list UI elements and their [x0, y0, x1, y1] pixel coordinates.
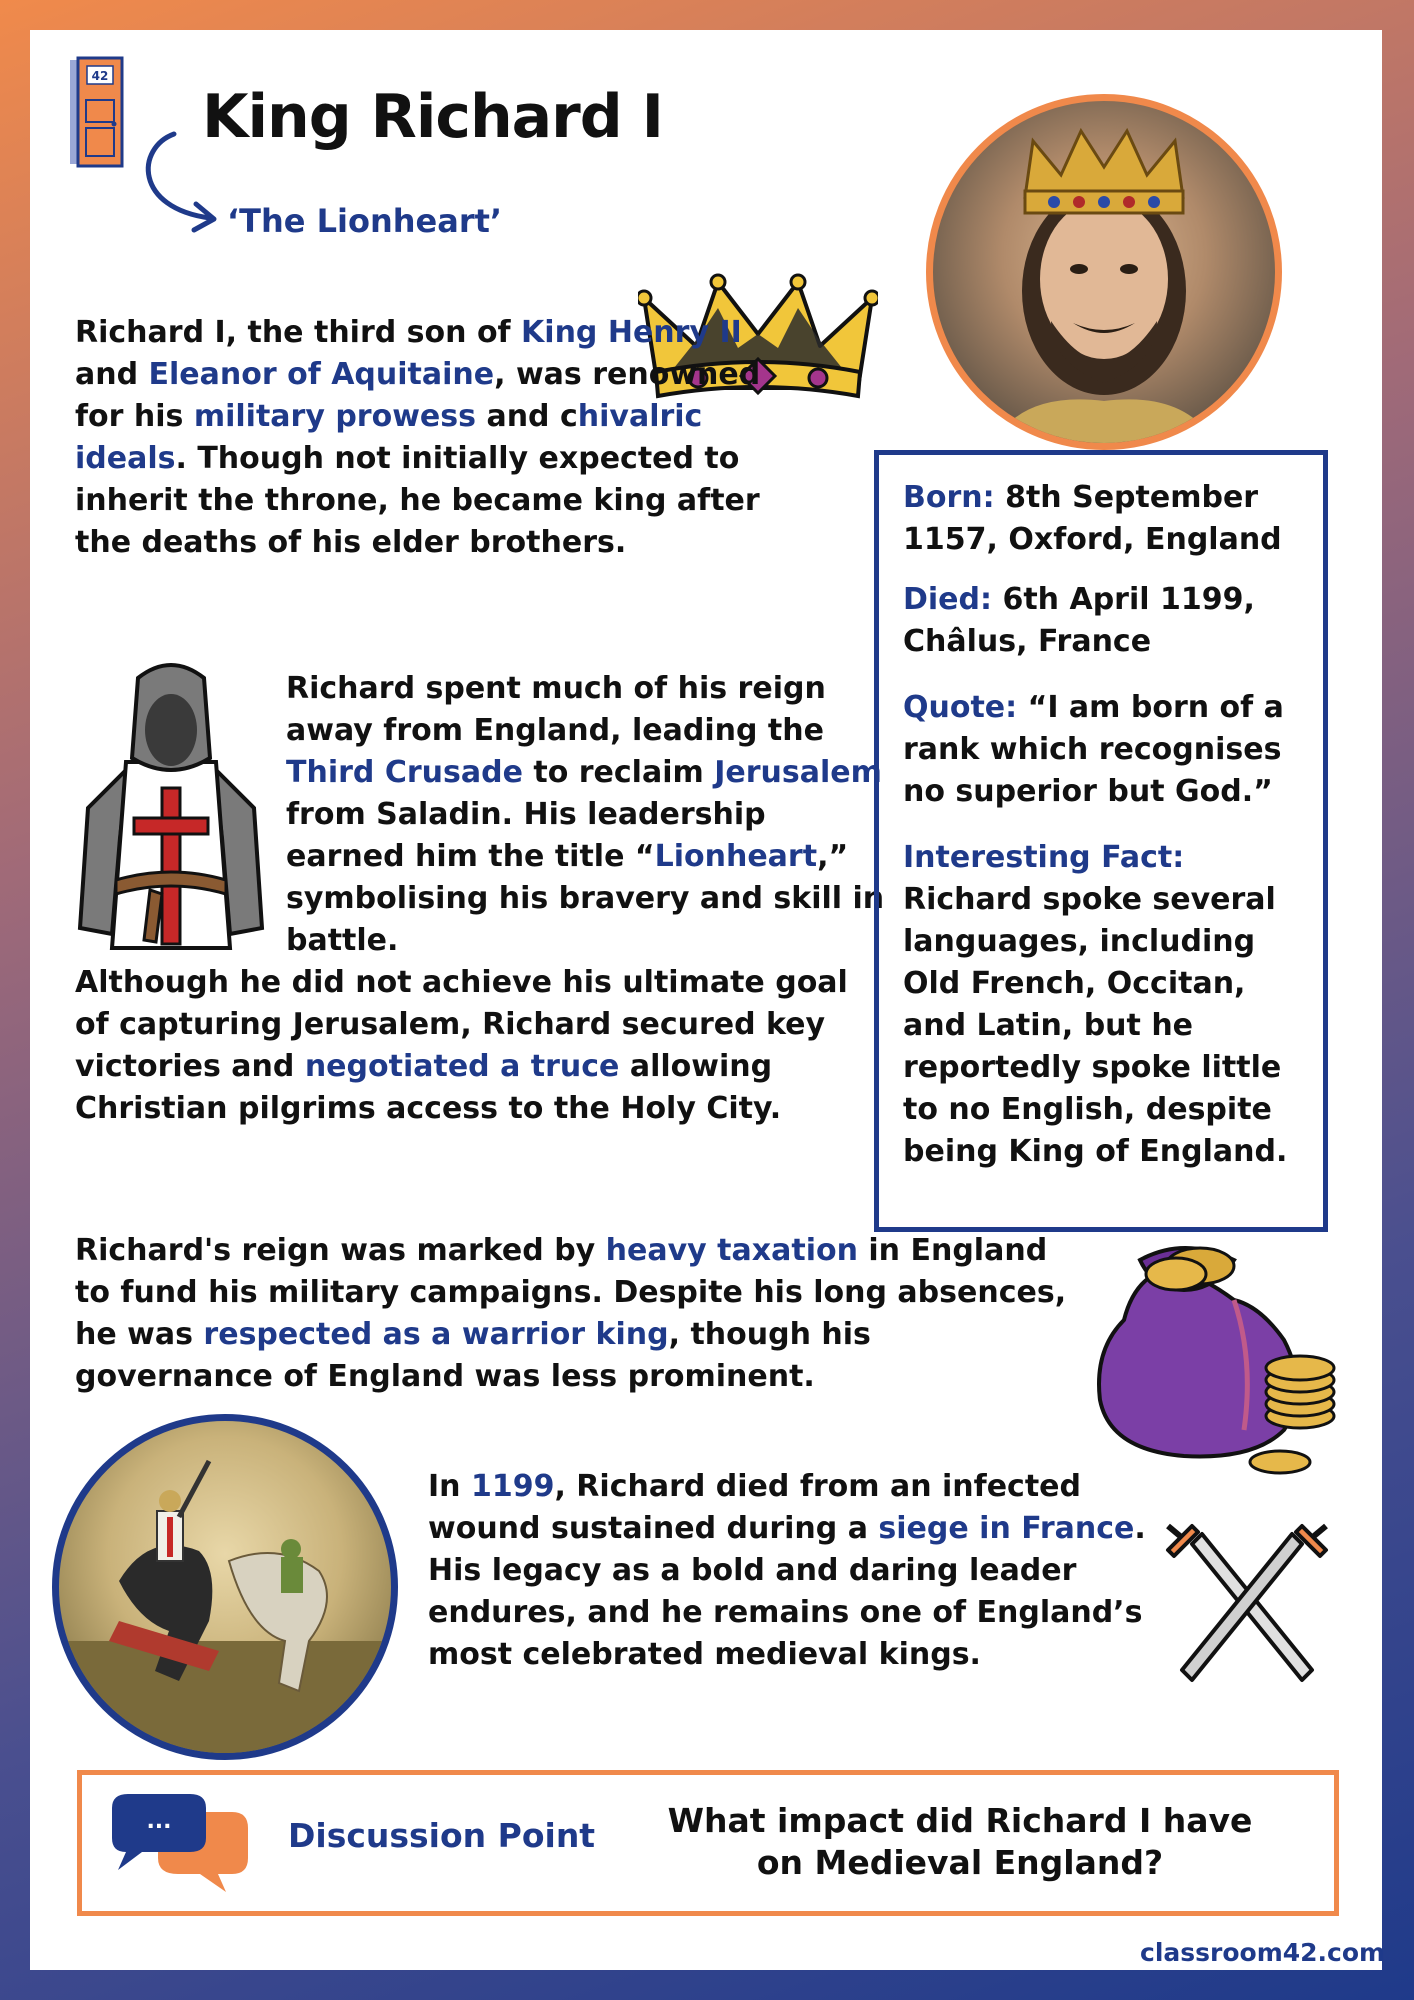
- highlight-eleanor: Eleanor of Aquitaine: [148, 357, 495, 392]
- text-run: In: [428, 1469, 471, 1504]
- highlight-negotiated-truce: negotiated a truce: [304, 1049, 620, 1084]
- died-fact: [903, 579, 1301, 663]
- highlight-third-crusade: Third Crusade: [286, 755, 523, 790]
- page-title: King Richard I: [202, 82, 663, 152]
- text-run: . Though not initially expected to inherit the throne, he became king after the deaths of his elder brothers.: [75, 441, 760, 560]
- text-run: from Saladin. His leadership earned him the title “: [286, 797, 766, 874]
- text-run: Although he did not achieve his ultimate goal of capturing Jerusalem, Richard secured key victories and: [75, 965, 848, 1084]
- interesting-fact: [903, 837, 1301, 1173]
- death-legacy-paragraph: [428, 1466, 1148, 1676]
- text-run: and c: [476, 399, 578, 434]
- key-facts-box: [874, 450, 1328, 1232]
- discussion-point-label: Discussion Point: [288, 1816, 596, 1855]
- bubble-dots: ...: [146, 1809, 172, 1834]
- worksheet-page: [30, 30, 1386, 1970]
- highlight-1199: 1199: [470, 1469, 555, 1504]
- king-richard-portrait: [926, 94, 1282, 450]
- battle-scene-image: [52, 1414, 398, 1760]
- curved-arrow-icon: [126, 128, 226, 238]
- quote-value: “I am born of a rank which recognises no superior but God.”: [903, 690, 1284, 809]
- quote-fact: [903, 687, 1301, 813]
- footer-website: classroom42.com: [1140, 1938, 1386, 1967]
- speech-bubbles-icon: [108, 1792, 252, 1896]
- highlight-lionheart: Lionheart: [654, 839, 818, 874]
- highlight-heavy-taxation: heavy taxation: [605, 1233, 858, 1268]
- born-label: Born:: [903, 480, 995, 515]
- highlight-military-prowess: military prowess: [193, 399, 476, 434]
- text-run: to reclaim: [522, 755, 715, 790]
- discussion-question: What impact did Richard I have on Medieval England?: [667, 1801, 1253, 1882]
- text-run: . His legacy as a bold and daring leader endures, and he remains one of England’s most celebrated medieval kings.: [428, 1511, 1146, 1672]
- text-run: , though his governance of England was less prominent.: [75, 1317, 871, 1394]
- crusade-paragraph: [286, 668, 886, 962]
- classroom-door-logo-icon: [68, 56, 126, 168]
- highlight-jerusalem: Jerusalem: [714, 755, 882, 790]
- text-run: Richard's reign was marked by: [75, 1233, 606, 1268]
- text-run: allowing Christian pilgrims access to the Holy City.: [75, 1049, 782, 1126]
- interesting-fact-label: Interesting Fact:: [903, 840, 1185, 875]
- text-run: and: [75, 357, 149, 392]
- died-value: 6th April 1199, Châlus, France: [903, 582, 1255, 659]
- highlight-warrior-king: respected as a warrior king: [203, 1317, 669, 1352]
- born-value: 8th September 1157, Oxford, England: [903, 480, 1282, 557]
- born-fact: [903, 477, 1301, 561]
- text-run: Richard I, the third son of: [75, 315, 522, 350]
- crossed-swords-icon: [1162, 1520, 1332, 1710]
- highlight-siege-in-france: siege in France: [878, 1511, 1135, 1546]
- died-label: Died:: [903, 582, 993, 617]
- text-run: in England to fund his military campaigns. Despite his long absences, he was: [75, 1233, 1067, 1352]
- text-run: ,” symbolising his bravery and skill in battle.: [286, 839, 885, 958]
- crusader-knight-icon: [68, 658, 274, 958]
- highlight-king-henry-ii: King Henry II: [521, 315, 742, 350]
- logo-text: 42: [91, 69, 109, 83]
- text-run: Richard spent much of his reign away from England, leading the: [286, 671, 826, 748]
- subtitle-nickname: ‘The Lionheart’: [227, 202, 503, 240]
- intro-paragraph: [75, 312, 775, 564]
- quote-label: Quote:: [903, 690, 1018, 725]
- interesting-fact-value: Richard spoke several languages, including Old French, Occitan, and Latin, but he reportedly spoke little to no English, despite being King of England.: [903, 882, 1288, 1169]
- taxation-paragraph: [75, 1230, 1075, 1398]
- money-bag-coins-icon: [1084, 1230, 1350, 1480]
- text-run: , was renowned for his: [75, 357, 761, 434]
- truce-paragraph: [75, 962, 875, 1130]
- text-run: , Richard died from an infected wound sustained during a: [428, 1469, 1082, 1546]
- highlight-chivalric-ideals: hivalric ideals: [75, 399, 703, 476]
